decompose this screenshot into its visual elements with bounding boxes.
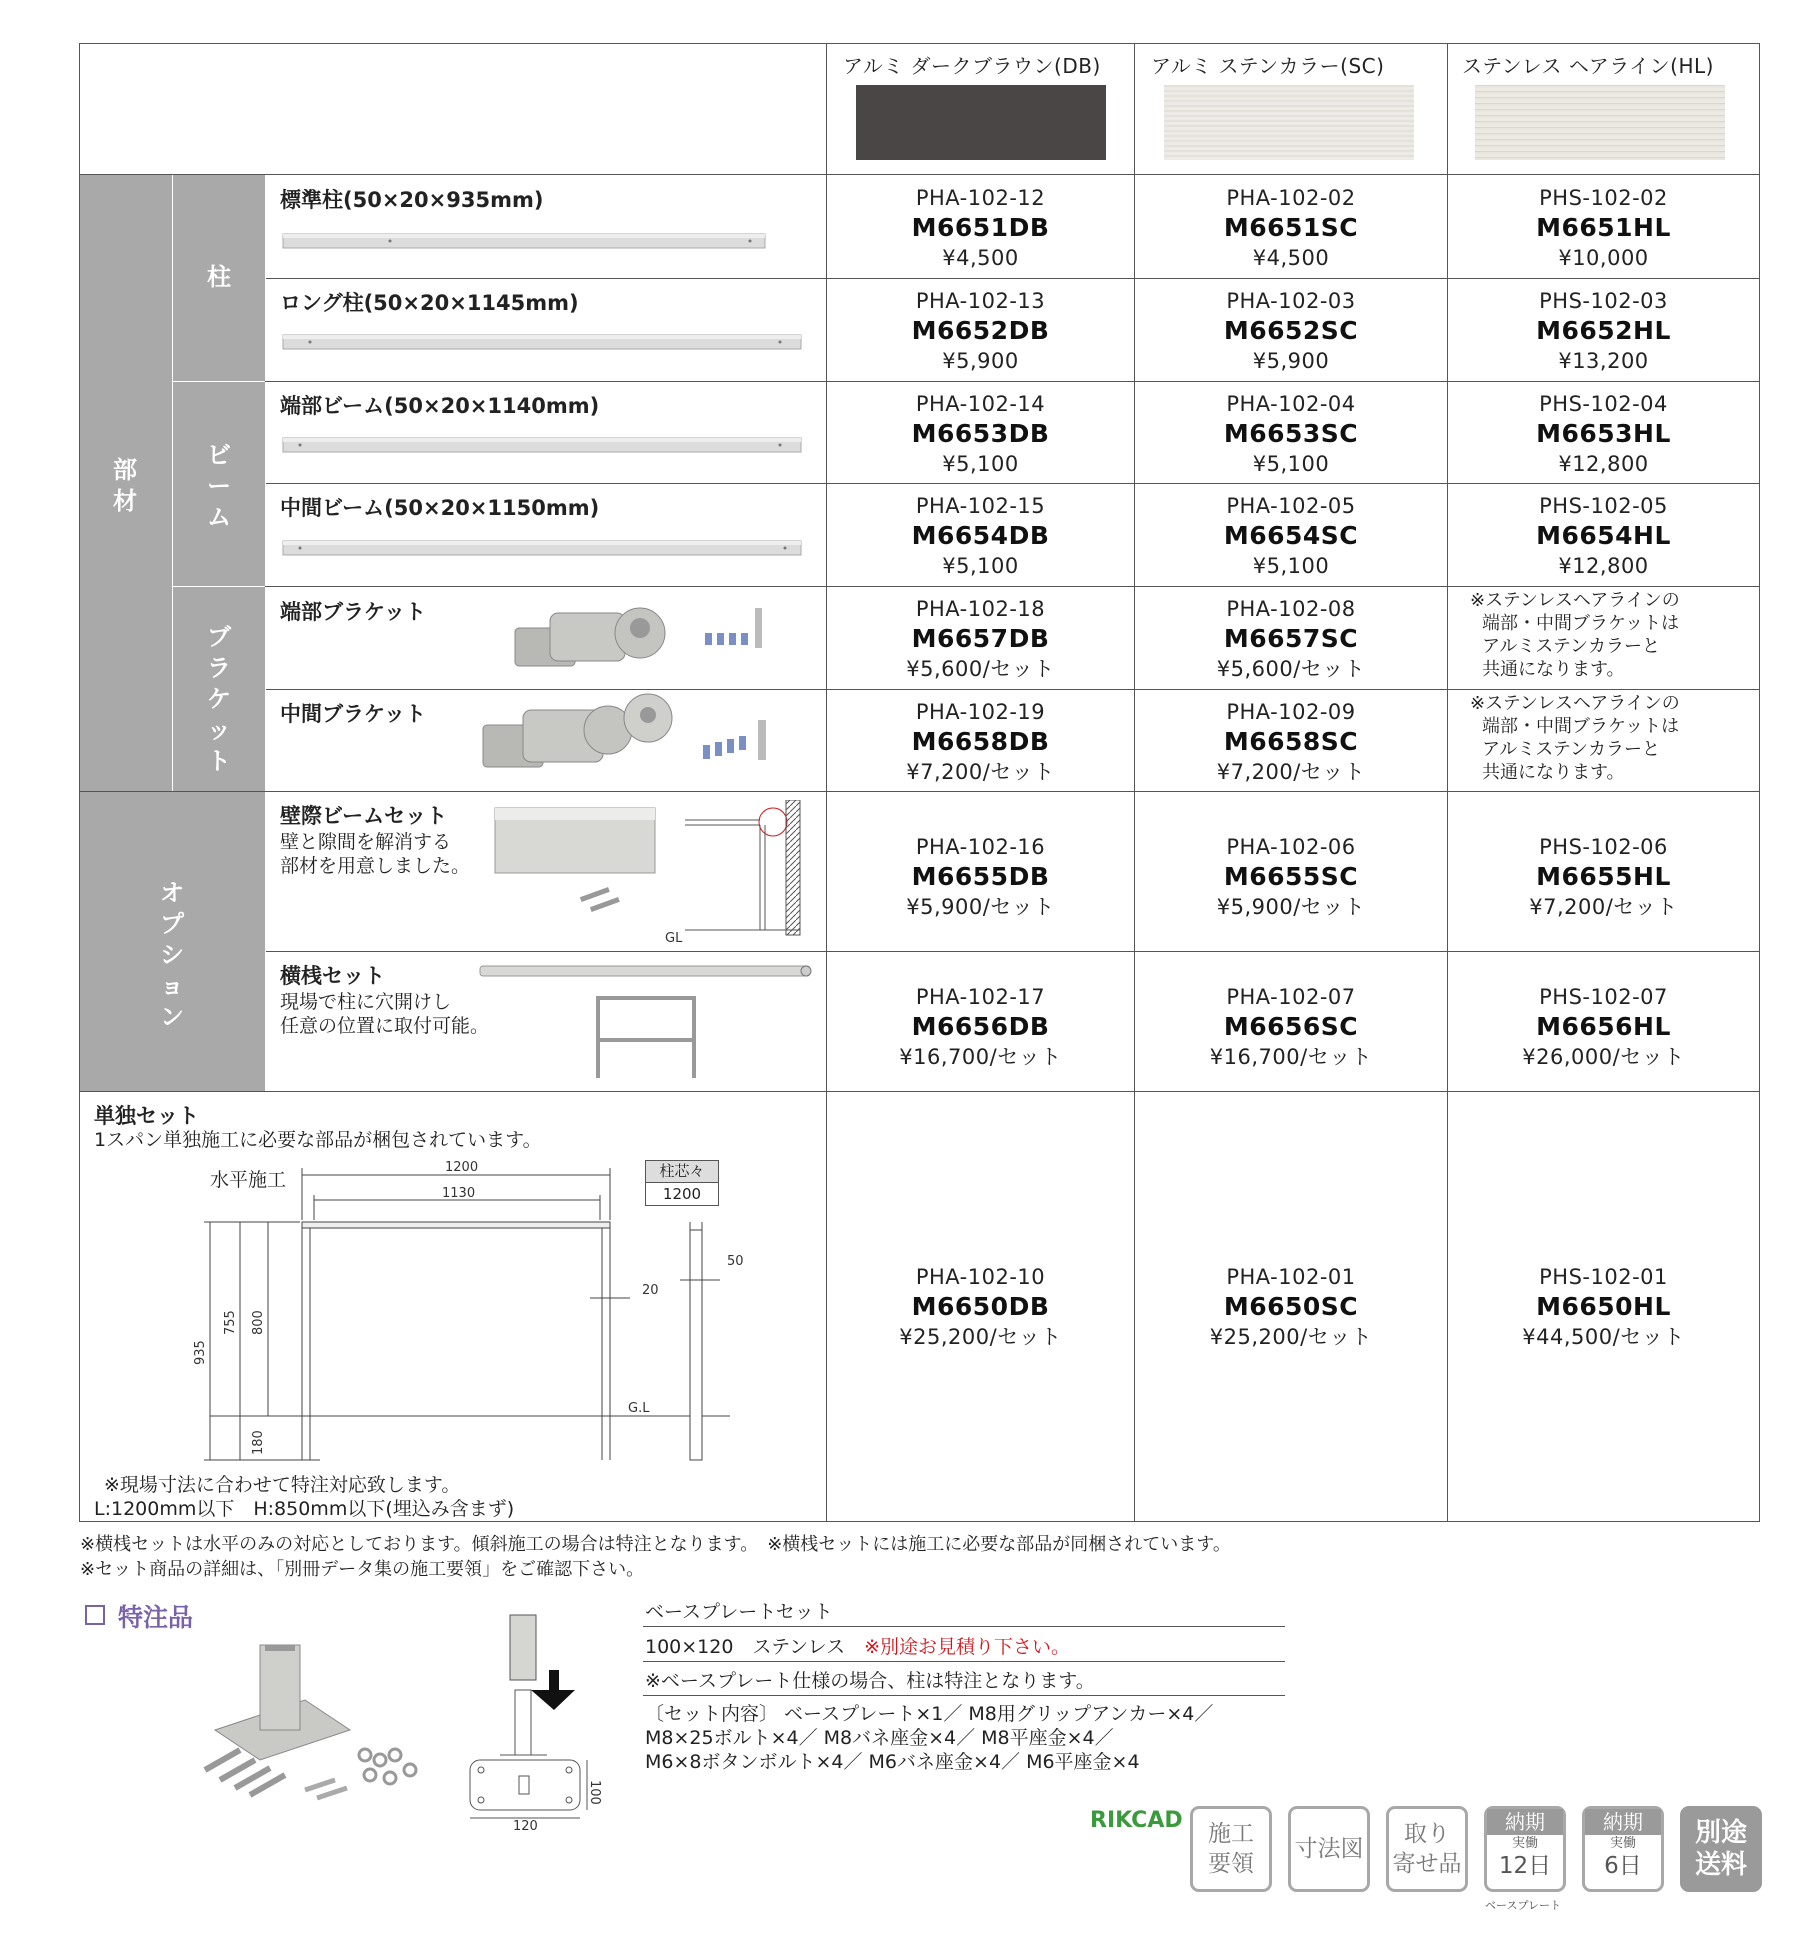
swatch-sc [1164,85,1414,160]
product-model: M6655SC [1223,862,1359,891]
group-divider [173,586,265,587]
product-cell [827,982,1134,1072]
row-border [266,278,1760,279]
group-label-pillar: 柱 [207,263,231,291]
hl-note-end-bracket: ※ステンレスヘアラインの 端部・中間ブラケットは アルミステンカラーと 共通になります。 [1470,590,1680,680]
product-cell [827,183,1134,273]
dim-50: 50 [727,1254,744,1269]
product-model: M6650HL [1536,1292,1671,1321]
pitch-box: 柱芯々 1200 [645,1160,719,1206]
product-price: ¥5,900 [942,349,1019,373]
swatch-db [856,85,1106,160]
product-price: ¥44,500/セット [1522,1325,1685,1349]
long-pillar-drawing [280,329,805,355]
product-code: PHA-102-19 [915,700,1046,724]
product-model: M6654HL [1536,521,1671,550]
checkbox-icon [85,1605,105,1625]
product-price: ¥4,500 [1252,246,1330,270]
single-set-cell [1448,1262,1759,1352]
product-code: PHA-102-17 [915,985,1046,1009]
gl-label: G.L [628,1401,650,1416]
single-set-title: 単独セット [94,1104,199,1128]
product-price: ¥5,100 [942,554,1019,578]
special-set-title: ベースプレートセット [645,1601,833,1623]
base-plate-drawing [465,1610,605,1830]
product-cell [1135,389,1447,479]
group-label-beam: ビ ー ム [207,441,231,531]
product-price: ¥10,000 [1558,246,1649,270]
product-model: M6657SC [1223,624,1359,653]
product-model: M6653HL [1536,419,1671,448]
badge-order-item: 取り 寄せ品 [1386,1806,1468,1892]
product-cell [827,491,1134,581]
product-code: PHS-102-04 [1539,392,1668,416]
product-model: M6653SC [1223,419,1359,448]
single-set-diagram [190,1160,750,1480]
diagram-label: 水平施工 [210,1169,287,1191]
product-code: PHA-102-18 [915,597,1046,621]
product-price: ¥13,200 [1558,349,1649,373]
product-cell [1135,982,1447,1072]
product-model: M6653DB [911,419,1050,448]
product-model: M6657DB [911,624,1050,653]
base-plate-photo [195,1630,445,1805]
product-name: 端部ブラケット [280,600,426,624]
product-cell [1448,491,1759,581]
rikcad-logo: RIKCAD [1090,1808,1183,1833]
dim-180: 180 [251,1430,266,1455]
product-price: ¥26,000/セット [1522,1045,1685,1069]
group-label-parts: 部 材 [113,456,137,515]
group-label-bracket: ブ ラ ケ ッ ト [207,623,231,775]
single-set-cell [1135,1262,1447,1352]
wall-beam-drawing [490,800,820,950]
product-cell [1135,832,1447,922]
single-set-cell [827,1262,1134,1352]
product-model: M6650SC [1223,1292,1359,1321]
product-cell [1448,286,1759,376]
product-code: PHS-102-06 [1539,835,1668,859]
product-code: PHS-102-02 [1539,186,1668,210]
end-beam-drawing [280,432,805,458]
special-contents: 〔セット内容〕 ベースプレート×1／ M8用グリップアンカー×4／ M8×25ボルト×4／ M8バネ座金×4／ M8平座金×4／ M6×8ボタンボルト×4／ M6バネ座金×4／ M6平座金×4 [645,1703,1214,1773]
end-bracket-photo [510,598,780,678]
product-name: 中間ビーム(50×20×1150mm) [280,496,600,520]
special-spec-note: ※ベースプレート仕様の場合、柱は特注となります。 [645,1670,1095,1692]
product-model: M6652HL [1536,316,1671,345]
product-cell [1135,697,1447,787]
product-price: ¥4,500 [942,246,1019,270]
product-cell [1448,982,1759,1072]
dim-20: 20 [642,1283,659,1298]
product-model: M6655DB [911,862,1050,891]
special-heading: 特注品 [118,1603,194,1632]
product-code: PHS-102-05 [1539,494,1668,518]
product-price: ¥5,900/セット [906,895,1055,919]
dim-1200: 1200 [445,1160,479,1175]
badge-dimension-drawing: 寸法図 [1288,1806,1370,1892]
col-border [1759,43,1760,1521]
product-code: PHA-102-15 [915,494,1046,518]
pillar-drawing [280,228,770,254]
product-model: M6654SC [1223,521,1359,550]
product-code: PHA-102-07 [1226,985,1356,1009]
dim-755: 755 [223,1310,238,1335]
row-border [79,791,1760,792]
product-price: ¥16,700/セット [1209,1045,1373,1069]
product-name: 横桟セット [280,964,385,988]
product-price: ¥7,200/セット [906,760,1055,784]
product-code: PHA-102-06 [1226,835,1356,859]
divider [643,1695,1285,1696]
hl-note-middle-bracket: ※ステンレスヘアラインの 端部・中間ブラケットは アルミステンカラーと 共通になります。 [1470,693,1680,783]
product-model: M6652DB [911,316,1050,345]
dim-1130: 1130 [442,1186,476,1201]
product-price: ¥5,100 [942,452,1019,476]
product-cell [1135,183,1447,273]
dim-935: 935 [193,1340,208,1365]
footnote: ※セット商品の詳細は、「別冊データ集の施工要領」をご確認下さい。 [80,1559,645,1580]
badge-extra-shipping: 別途 送料 [1680,1806,1762,1892]
product-model: M6658SC [1223,727,1359,756]
product-name: 標準柱(50×20×935mm) [280,188,544,212]
product-model: M6656SC [1223,1012,1359,1041]
product-model: M6656HL [1536,1012,1671,1041]
row-border [79,1091,1760,1092]
product-price: ¥7,200/セット [1216,760,1366,784]
product-cell [1135,491,1447,581]
product-desc: 壁と隙間を解消する 部材を用意しました。 [280,831,471,877]
product-cell [827,389,1134,479]
divider [643,1661,1285,1662]
product-code: PHA-102-01 [1226,1265,1356,1289]
product-cell [1448,389,1759,479]
product-model: M6658DB [911,727,1050,756]
divider [643,1626,1285,1627]
swatch-hl [1475,85,1725,160]
product-model: M6655HL [1536,862,1671,891]
product-cell [827,286,1134,376]
row-border [173,381,1760,382]
badge-lead-time-12: 納期 実働 12日 [1484,1806,1566,1892]
table-bottom-border [79,1521,1760,1522]
product-price: ¥5,600/セット [906,657,1055,681]
product-code: PHS-102-07 [1539,985,1668,1009]
middle-beam-drawing [280,535,805,561]
product-model: M6651HL [1536,213,1671,242]
product-price: ¥5,600/セット [1216,657,1366,681]
product-price: ¥5,100 [1252,452,1330,476]
product-code: PHS-102-03 [1539,289,1668,313]
product-code: PHA-102-09 [1226,700,1356,724]
product-name: ロング柱(50×20×1145mm) [280,291,579,315]
footnote: ※横桟セットは水平のみの対応としております。傾斜施工の場合は特注となります。 ※横桟セットには施工に必要な部品が同梱されています。 [80,1534,1231,1555]
product-cell [1135,594,1447,684]
product-code: PHA-102-13 [915,289,1046,313]
product-code: PHA-102-03 [1226,289,1356,313]
product-price: ¥25,200/セット [1209,1325,1373,1349]
product-price: ¥25,200/セット [899,1325,1062,1349]
product-code: PHA-102-16 [915,835,1046,859]
row-border [266,483,1760,484]
group-divider [172,175,173,791]
product-price: ¥5,900/セット [1216,895,1366,919]
dim-800: 800 [251,1310,266,1335]
product-code: PHA-102-02 [1226,186,1356,210]
product-code: PHA-102-04 [1226,392,1356,416]
col-header-hl: ステンレス ヘアライン(HL) [1462,54,1714,78]
single-set-note: L:1200mm以下 H:850mm以下(埋込み含まず) [94,1498,515,1520]
product-price: ¥12,800 [1558,452,1649,476]
product-code: PHA-102-14 [915,392,1046,416]
product-code: PHA-102-08 [1226,597,1356,621]
product-name: 中間ブラケット [280,702,426,726]
product-name: 壁際ビームセット [280,804,448,828]
badge-caption: ベースプレート [1485,1899,1562,1912]
group-divider [173,381,265,382]
product-price: ¥5,900 [1252,349,1330,373]
product-model: M6654DB [911,521,1050,550]
product-desc: 現場で柱に穴開けし 任意の位置に取付可能。 [280,991,490,1037]
product-code: PHA-102-10 [915,1265,1046,1289]
product-name: 端部ビーム(50×20×1140mm) [280,394,600,418]
row-border [173,586,1760,587]
badge-lead-time-6: 納期 実働 6日 [1582,1806,1664,1892]
group-label-option: オ プ シ ョ ン [160,879,184,1031]
product-code: PHA-102-12 [915,186,1046,210]
middle-bracket-photo [478,690,778,785]
col-header-sc: アルミ ステンカラー(SC) [1151,54,1385,78]
product-cell [1448,183,1759,273]
product-code: PHA-102-05 [1226,494,1356,518]
table-top-border [79,43,1760,44]
product-model: M6651DB [911,213,1050,242]
product-code: PHS-102-01 [1539,1265,1668,1289]
dim-100: 100 [587,1780,602,1805]
single-set-note: ※現場寸法に合わせて特注対応致します。 [104,1474,461,1496]
product-cell [827,832,1134,922]
col-header-db: アルミ ダークブラウン(DB) [843,54,1101,78]
product-model: M6650DB [911,1292,1050,1321]
crossbar-drawing [478,960,818,1085]
product-price: ¥7,200/セット [1529,895,1678,919]
product-model: M6651SC [1223,213,1359,242]
special-spec-row: 100×120 ステンレス ※別途お見積り下さい。 [645,1636,1071,1658]
product-price: ¥16,700/セット [899,1045,1062,1069]
product-cell [827,594,1134,684]
gl-label: GL [665,931,683,946]
product-cell [1448,832,1759,922]
single-set-desc: 1スパン単独施工に必要な部品が梱包されています。 [94,1129,542,1151]
product-model: M6656DB [911,1012,1050,1041]
product-cell [1135,286,1447,376]
product-model: M6652SC [1223,316,1359,345]
header-bottom-border [79,174,1760,175]
badge-construction-guide: 施工 要領 [1190,1806,1272,1892]
product-price: ¥5,100 [1252,554,1330,578]
product-price: ¥12,800 [1558,554,1649,578]
product-cell [827,697,1134,787]
row-border [266,951,1760,952]
dim-120: 120 [513,1819,538,1830]
